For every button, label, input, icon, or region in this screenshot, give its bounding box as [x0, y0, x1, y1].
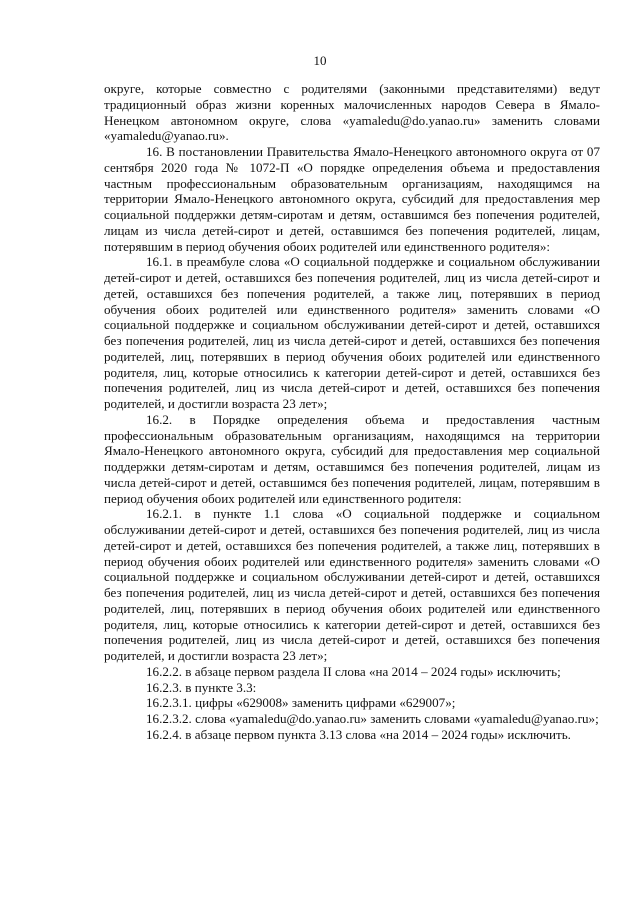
paragraph-number: 16.2.3. [146, 679, 183, 695]
paragraph-16-2-3-2 [104, 711, 600, 727]
paragraph-16-2 [104, 412, 600, 507]
paragraph-text: в абзаце первом раздела II слова «на 2014 – 2024 годы» исключить; [185, 663, 561, 679]
paragraph-text: округе, которые совместно с родителями (законными представителями) ведут традиционный образ жизни коренных малочисленных народов Севера в Ямало-Ненецком автономном округе, слова «yamaledu@do.yanao.ru» заменить словами «yamaledu@yanao.ru». [104, 81, 600, 144]
paragraph-text: В постановлении Правительства Ямало-Ненецкого автономного округа от 07 сентября 2020 года № 1072-П «О порядке определения объема и предоставления частным профессиональным образовательным организациям, находящимся на территории Ямало-Ненецкого автономного округа, субсидий для предоставления мер социальной поддержки детям-сиротам и детям, оставшимся без попечения родителей, лицам из числа детей-сирот и детей, оставшимся без попечения родителей, лицам, потерявшим в период обучения обоих родителей или единственного родителя»: [104, 144, 600, 254]
paragraph-number: 16.1. [146, 254, 173, 270]
paragraph-number: 16. [146, 144, 163, 159]
paragraph-text: в пункте 1.1 слова «О социальной поддержке и социальном обслуживании детей-сирот и детей, оставшихся без попечения родителей, лиц из числа детей-сирот и детей, оставшихся без попечения родителей, а также лиц, потерявших в период обучения обоих родителей или единственного родителя» заменить словами «О социальной поддержке и социальном обслуживании детей-сирот и детей, оставшихся без попечения родителей, лиц из числа детей-сирот и детей, оставшихся без попечения родителей, лиц, потерявших в период обучения обоих родителей или единственного родителя, лиц, которые относились к категории детей-сирот и детей, оставшихся без попечения родителей, лиц из числа детей-сирот и детей, оставшихся без попечения родителей, и достигли возраста 23 лет»; [104, 506, 600, 663]
page-number: 10 [313, 53, 327, 68]
paragraph-16-2-3 [104, 680, 600, 696]
paragraph-16-2-1 [104, 506, 600, 664]
paragraph-number: 16.2.3.1. [146, 695, 192, 711]
paragraph-text: слова «yamaledu@do.yanao.ru» заменить словами «yamaledu@yanao.ru»; [195, 711, 599, 726]
paragraph-number: 16.2.4. [146, 726, 183, 742]
paragraph-number: 16.2. [146, 411, 173, 427]
paragraph-text: в пункте 3.3: [185, 679, 257, 695]
paragraph-number: 16.2.2. [146, 663, 183, 679]
paragraph-text: в преамбуле слова «О социальной поддержке и социальном обслуживании детей-сирот и детей, оставшихся без попечения родителей, лиц из числа детей-сирот и детей, оставшихся без попечения родителей, а также лиц, потерявших в период обучения обоих родителей или единственного родителя» заменить словами «О социальной поддержке и социальном обслуживании детей-сирот и детей, оставшихся без попечения родителей, лиц из числа детей-сирот и детей, оставшихся без попечения родителей, лиц, потерявших в период обучения обоих родителей или единственного родителя, лиц, которые относились к категории детей-сирот и детей, оставшихся без попечения родителей, лиц из числа детей-сирот и детей, оставшихся без попечения родителей, и достигли возраста 23 лет»; [104, 254, 600, 411]
document-body [104, 81, 600, 743]
paragraph-number: 16.2.1. [146, 506, 183, 522]
paragraph-16 [104, 144, 600, 254]
paragraph-continuation [104, 81, 600, 144]
paragraph-text: цифры «629008» заменить цифрами «629007»; [195, 695, 456, 711]
paragraph-16-2-4 [104, 727, 600, 743]
paragraph-number: 16.2.3.2. [146, 711, 192, 726]
paragraph-text: в Порядке определения объема и предоставления частным профессиональным образовательным организациям, находящимся на территории Ямало-Ненецкого автономного округа, субсидий для предоставления мер социальной поддержки детям-сиротам и детям, оставшимся без попечения родителей, лицам из числа детей-сирот и детей, оставшимся без попечения родителей, лицам, потерявшим в период обучения обоих родителей или единственного родителя: [104, 411, 600, 506]
paragraph-16-2-3-1 [104, 695, 600, 711]
paragraph-16-2-2 [104, 664, 600, 680]
paragraph-16-1 [104, 254, 600, 412]
paragraph-text: в абзаце первом пункта 3.13 слова «на 2014 – 2024 годы» исключить. [185, 726, 571, 742]
